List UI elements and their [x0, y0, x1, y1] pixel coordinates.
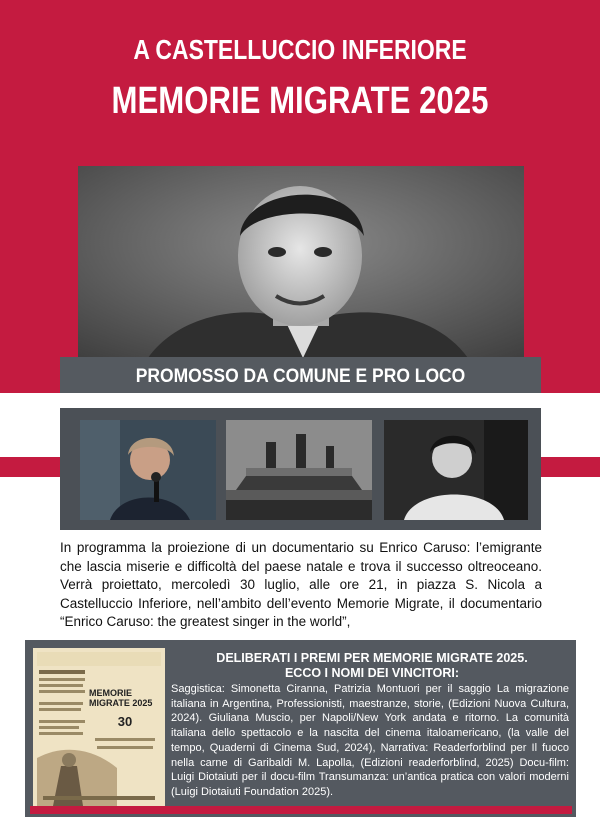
event-poster-image: [33, 648, 165, 806]
article-body: In programma la proiezione di un documentario su Enrico Caruso: l’emigrante che lascia miserie e difficoltà del paese natale e trova il successo oltreoceano. Verrà proiettato, mercoledì 30 luglio, alle ore 21, in piazza S. Nicola a Castelluccio Inferiore, nell’ambito dell’evento Memorie Migrate, il documentario “Enrico Caruso: the greatest singer in the world”,: [60, 540, 542, 629]
title-event: MEMORIE MIGRATE 2025: [111, 80, 489, 122]
photo-woman-microphone: [80, 420, 216, 520]
promo-text: PROMOSSO DA COMUNE E PRO LOCO: [135, 366, 466, 387]
hero-portrait-photo: [78, 166, 524, 358]
bottom-red-strip: [30, 806, 572, 814]
winners-heading-line1: DELIBERATI I PREMI PER MEMORIE MIGRATE 2025.: [216, 651, 528, 665]
winners-heading-line2: ECCO I NOMI DEI VINCITORI:: [284, 666, 460, 680]
poster-title: MEMORIE MIGRATE 2025: [89, 688, 153, 708]
red-strip-right: [539, 457, 600, 477]
poster-day: 30: [117, 714, 133, 729]
red-strip-left: [0, 457, 62, 477]
title-location: A CASTELLUCCIO INFERIORE: [133, 34, 467, 65]
winners-section: [25, 640, 576, 817]
photo-young-caruso: [384, 420, 528, 520]
promo-band: [60, 357, 541, 393]
photo-strip: [60, 408, 541, 530]
winners-list: Saggistica: Simonetta Ciranna, Patrizia Montuori per il saggio La migrazione italiana in Argentina, Professionisti, maestranze, storie, (Edizioni Nuova Cultura, 2024). Giuliana Muscio, per Napoli/New York andata e ritorno. La comunità italiana dello spettacolo e la nascita del cinema italoamericano, (la valle del tempo, Quaderni di Cinema Sud, 2024), Narrativa: Readerforblind per Il fuoco nella carne di Garibaldi M. Lapolla, (Edizioni readerforblind, 2025) Docu-film: Luigi Diotaiuti per il docu-film Transumanza: un’antica pratica con valori moderni (Luigi Diotaiuti Foundation 2025).: [171, 683, 569, 798]
winners-heading: [171, 651, 573, 681]
photo-emigrant-ship: [226, 420, 372, 520]
